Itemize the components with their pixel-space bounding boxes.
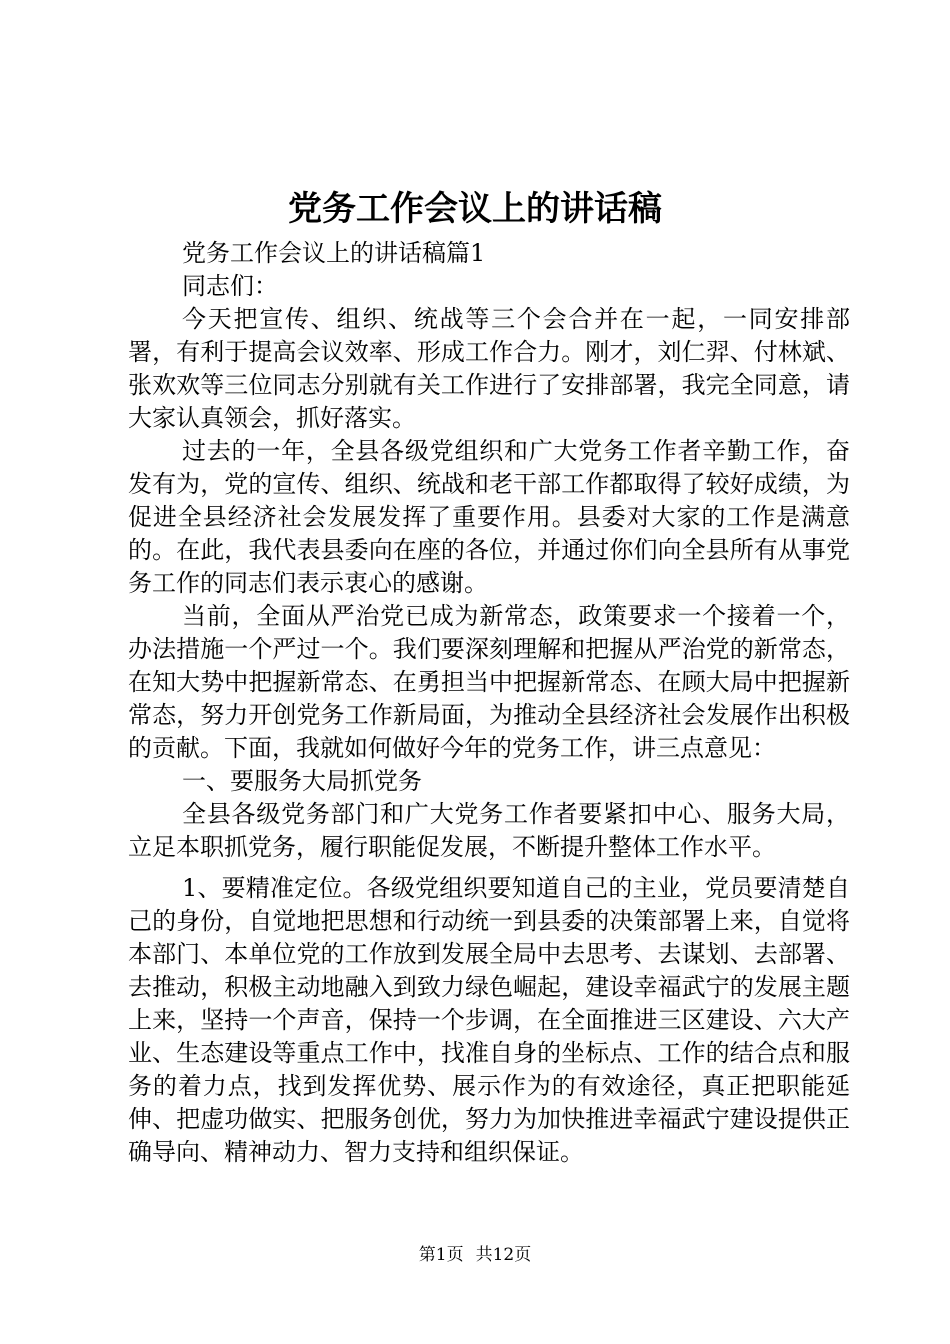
document-body (128, 237, 850, 1169)
page-footer (0, 1243, 950, 1267)
subtitle-paragraph: 党务工作会议上的讲话稿篇1 (182, 239, 486, 267)
body-paragraph: 过去的一年，全县各级党组织和广大党务工作者辛勤工作，奋发有为，党的宣传、组织、统战和老干部工作都取得了较好成绩，为促进全县经济社会发展发挥了重要作用。县委对大家的工作是满意的。在此，我代表县委向在座的各位，并通过你们向全县所有从事党务工作的同志们表示衷心的感谢。 (128, 437, 850, 597)
page-title: 党务工作会议上的讲话稿 (288, 189, 662, 229)
salutation-paragraph: 同志们： (182, 272, 278, 300)
body-paragraph: 1、要精准定位。各级党组织要知道自己的主业，党员要清楚自己的身份，自觉地把思想和行动统一到县委的决策部署上来，自觉将本部门、本单位党的工作放到发展全局中去思考、去谋划、去部署、去推动，积极主动地融入到致力绿色崛起，建设幸福武宁的发展主题上来，坚持一个声音，保持一个步调，在全面推进三区建设、六大产业、生态建设等重点工作中，找准自身的坐标点、工作的结合点和服务的着力点，找到发挥优势、展示作为的有效途径，真正把职能延伸、把虚功做实、把服务创优，努力为加快推进幸福武宁建设提供正确导向、精神动力、智力支持和组织保证。 (128, 874, 850, 1166)
page-number: 第1页 (418, 1245, 464, 1265)
body-paragraph: 今天把宣传、组织、统战等三个会合并在一起，一同安排部署，有利于提高会议效率、形成工作合力。刚才，刘仁羿、付林斌、张欢欢等三位同志分别就有关工作进行了安排部署，我完全同意，请大家认真领会，抓好落实。 (128, 305, 850, 432)
page-total: 共12页 (475, 1245, 532, 1265)
body-paragraph: 全县各级党务部门和广大党务工作者要紧扣中心、服务大局，立足本职抓党务，履行职能促发展，不断提升整体工作水平。 (128, 800, 850, 861)
section-heading: 一、要服务大局抓党务 (182, 767, 422, 795)
body-paragraph: 当前，全面从严治党已成为新常态，政策要求一个接着一个，办法措施一个严过一个。我们要深刻理解和把握从严治党的新常态，在知大势中把握新常态、在勇担当中把握新常态、在顾大局中把握新常态，努力开创党务工作新局面，为推动全县经济社会发展作出积极的贡献。下面，我就如何做好今年的党务工作，讲三点意见： (128, 602, 850, 762)
